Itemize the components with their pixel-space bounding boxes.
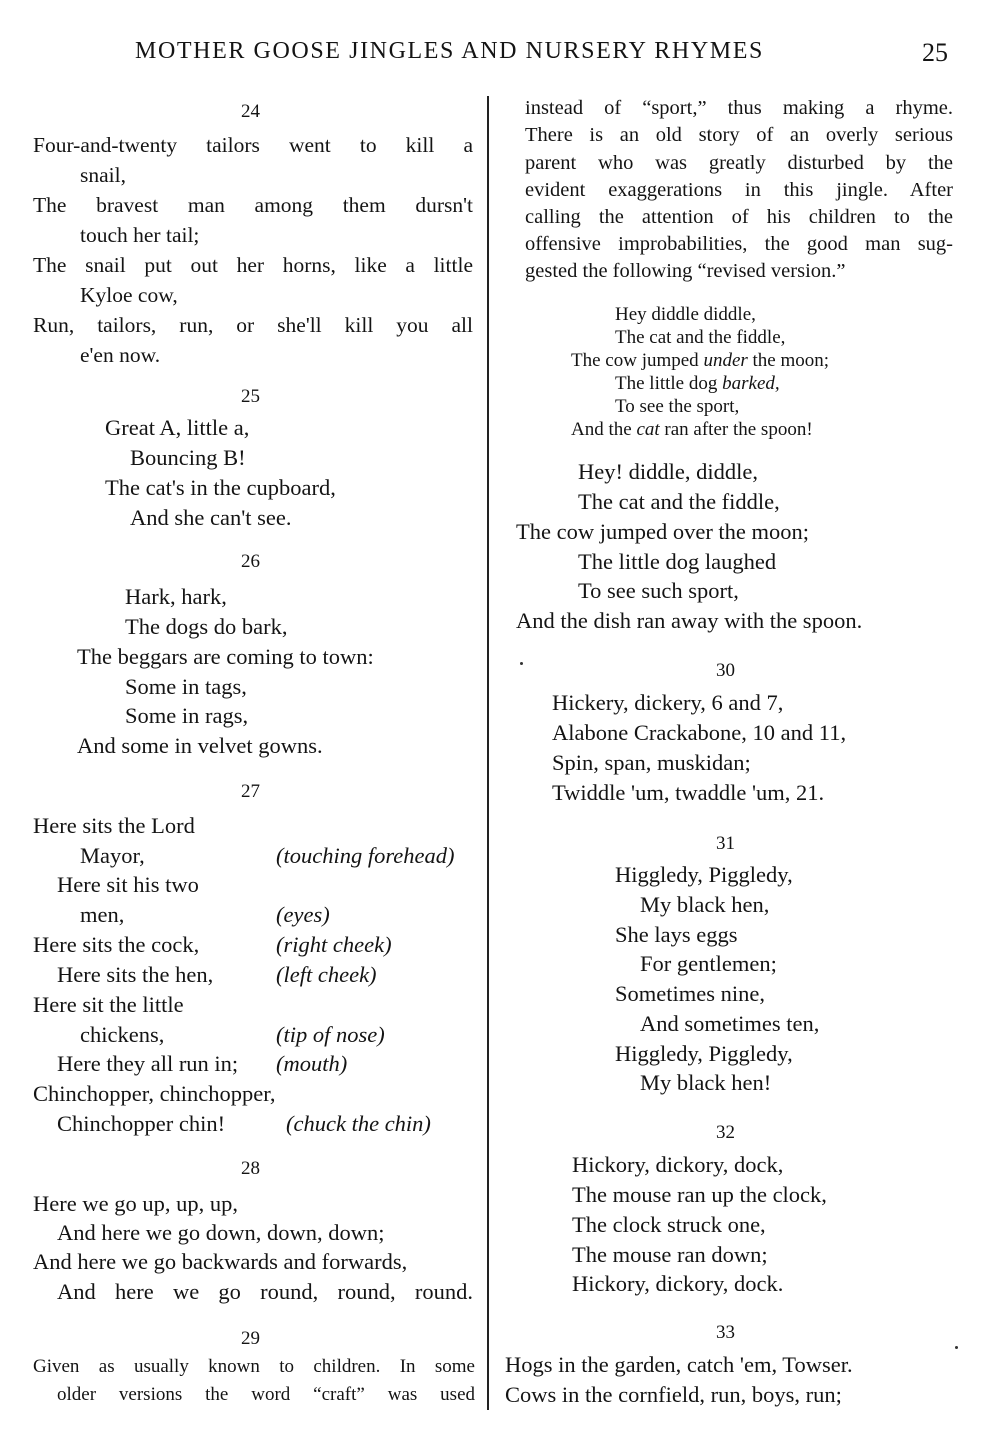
verse-line: The dogs do bark, [125,614,288,639]
verse-line: Higgledy, Piggledy, [615,862,793,887]
verse-line: The mouse ran up the clock, [572,1182,827,1207]
verse-line: To see the sport, [615,396,740,417]
verse-line: And here we go round, round, round. [57,1279,473,1304]
rhyme-number: 28 [241,1158,260,1179]
verse-line: My black hen! [640,1070,772,1095]
note-line: offensive improbabilities, the good man sug- [525,233,953,255]
verse-line: Twiddle 'um, twaddle 'um, 21. [552,780,825,805]
verse-line: The little dog laughed [578,549,777,574]
verse-line: Some in tags, [125,674,247,699]
stage-direction: (eyes) [276,902,330,927]
verse-line: Chinchopper, chinchopper, [33,1081,276,1106]
verse-line: The beggars are coming to town: [77,644,374,669]
note-line: parent who was greatly disturbed by the [525,152,953,174]
verse-line: The bravest man among them dursn't [33,193,473,217]
verse-line: And some in velvet gowns. [77,733,323,758]
verse-line: The little dog barked, [615,373,780,394]
verse-line: And she can't see. [130,505,292,530]
verse-line: To see such sport, [578,578,739,603]
note-line: calling the attention of his children to the [525,206,953,228]
verse-line: chickens, [80,1022,165,1047]
verse-line: snail, [80,163,126,187]
stage-direction: (left cheek) [276,962,377,987]
stage-direction: (touching forehead) [276,843,455,868]
verse-line: The cow jumped over the moon; [516,519,810,544]
verse-line: men, [80,902,125,927]
verse-line: The cat and the fiddle, [578,489,780,514]
print-speck [520,662,523,665]
verse-line: And here we go down, down, down; [57,1220,385,1245]
verse-line: The cat and the fiddle, [615,327,786,348]
verse-line: Spin, span, muskidan; [552,750,751,775]
verse-line: Chinchopper chin! [57,1111,226,1136]
verse-line: Hogs in the garden, catch 'em, Towser. [505,1352,853,1377]
verse-line: Alabone Crackabone, 10 and 11, [552,720,847,745]
note-line: instead of “sport,” thus making a rhyme. [525,97,953,119]
verse-line: My black hen, [640,892,770,917]
verse-line: touch her tail; [80,223,200,247]
verse-line: Run, tailors, run, or she'll kill you all [33,313,473,337]
verse-line: And the dish ran away with the spoon. [516,608,863,633]
rhyme-number: 33 [716,1322,735,1343]
rhyme-number: 30 [716,660,735,681]
note-line: evident exaggerations in this jingle. After [525,179,953,201]
verse-line: Here sits the cock, [33,932,200,957]
verse-line: Cows in the cornfield, run, boys, run; [505,1382,842,1407]
print-speck [955,1346,958,1349]
verse-line: For gentlemen; [640,951,777,976]
rhyme-number: 26 [241,551,260,572]
verse-line: And sometimes ten, [640,1011,820,1036]
page-number: 25 [922,38,948,67]
stage-direction: (mouth) [276,1051,348,1076]
verse-line: And here we go backwards and forwards, [33,1249,408,1274]
verse-line: Here sit his two [57,872,199,897]
verse-line: Hickory, dickory, dock. [572,1271,784,1296]
verse-line: e'en now. [80,343,161,367]
verse-line: Here sits the hen, [57,962,214,987]
verse-line: Hey! diddle, diddle, [578,459,758,484]
rhyme-number: 24 [241,101,260,122]
rhyme-number: 29 [241,1328,260,1349]
verse-line: Sometimes nine, [615,981,765,1006]
verse-line: And the cat ran after the spoon! [571,419,813,440]
rhyme-number: 25 [241,386,260,407]
verse-line: Higgledy, Piggledy, [615,1041,793,1066]
stage-direction: (chuck the chin) [286,1111,431,1136]
column-divider [487,96,489,1410]
verse-line: Great A, little a, [105,415,250,440]
page-header [0,38,1000,72]
verse-line: Mayor, [80,843,145,868]
note-line: There is an old story of an overly serious [525,124,953,146]
verse-line: Some in rags, [125,703,249,728]
rhyme-number: 27 [241,781,260,802]
verse-line: Four-and-twenty tailors went to kill a [33,133,473,157]
verse-line: The mouse ran down; [572,1242,768,1267]
verse-line: Here sits the Lord [33,813,195,838]
stage-direction: (right cheek) [276,932,392,957]
verse-line: Hickery, dickery, 6 and 7, [552,690,784,715]
verse-line: Kyloe cow, [80,283,178,307]
verse-line: The cow jumped under the moon; [571,350,830,371]
note-line: gested the following “revised version.” [525,260,846,282]
verse-line: Here we go up, up, up, [33,1191,238,1216]
stage-direction: (tip of nose) [276,1022,385,1047]
verse-line: The snail put out her horns, like a little [33,253,473,277]
verse-line: Bouncing B! [130,445,246,470]
verse-line: Here they all run in; [57,1051,239,1076]
rhyme-number: 31 [716,833,735,854]
verse-line: Hark, hark, [125,584,227,609]
verse-line: Hey diddle diddle, [615,304,756,325]
verse-line: She lays eggs [615,922,738,947]
rhyme-number: 32 [716,1122,735,1143]
note-line: Given as usually known to children. In some [33,1356,475,1377]
verse-line: The cat's in the cupboard, [105,475,336,500]
running-title: MOTHER GOOSE JINGLES AND NURSERY RHYMES [135,38,764,64]
note-line: older versions the word “craft” was used [57,1384,475,1405]
verse-line: The clock struck one, [572,1212,766,1237]
verse-line: Here sit the little [33,992,184,1017]
verse-line: Hickory, dickory, dock, [572,1152,784,1177]
